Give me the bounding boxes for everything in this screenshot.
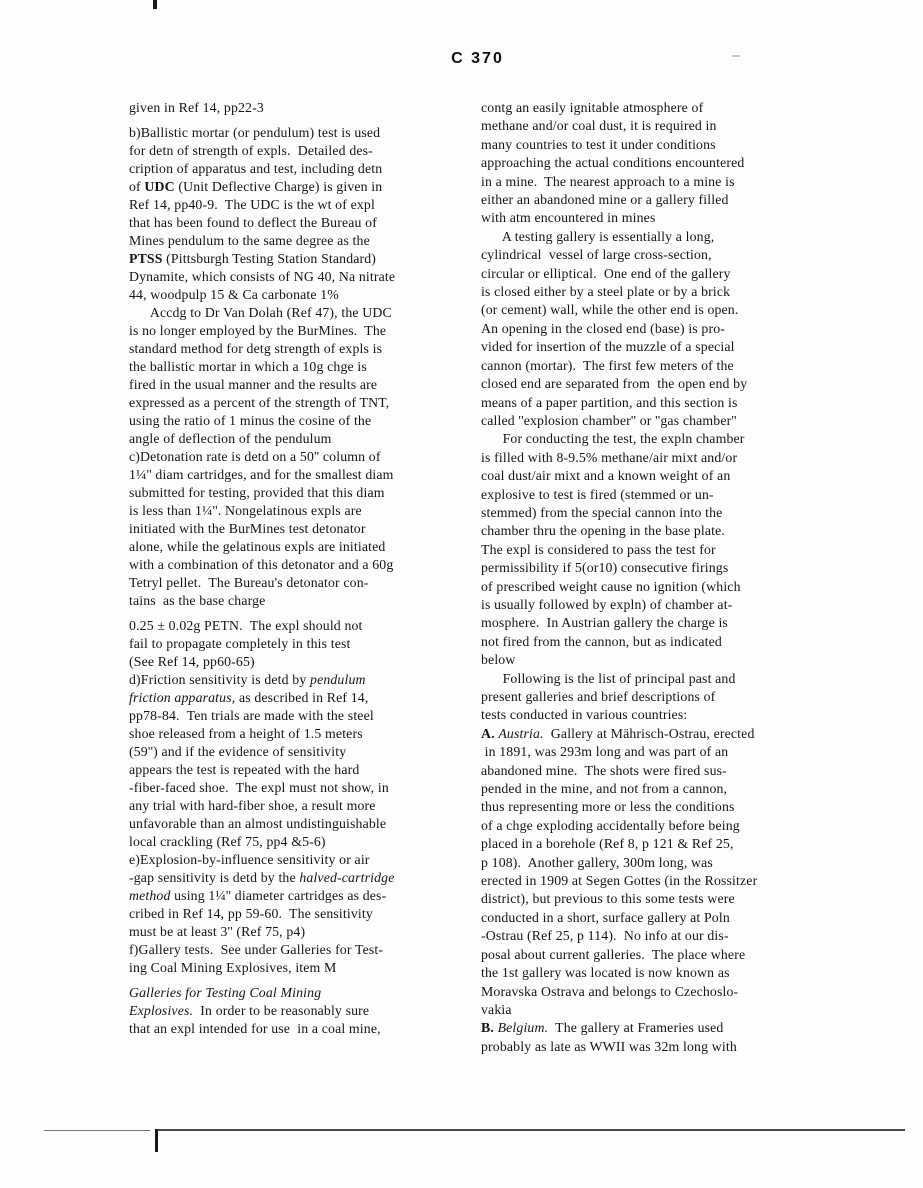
text-segment: (Unit Deflective Charge) is given in [174, 179, 383, 194]
text-segment: 0.25 ± 0.02g PETN. The expl should not [129, 618, 363, 633]
text-segment: Dynamite, which consists of NG 40, Na nitrate [129, 269, 396, 284]
text-line [481, 762, 867, 780]
text-line [129, 178, 479, 196]
text-line [481, 890, 867, 908]
text-segment: using the ratio of 1 minus the cosine of the [129, 413, 372, 428]
text-line [481, 706, 867, 724]
text-segment: -fiber-faced shoe. The expl must not show, in [129, 780, 389, 795]
text-segment: 1¼'' diam cartridges, and for the smallest diam [129, 467, 394, 482]
text-segment: Mines pendulum to the same degree as the [129, 233, 370, 248]
text-segment: coal dust/air mixt and a known weight of an [481, 468, 731, 484]
text-segment: Explosives. [129, 1003, 194, 1018]
text-segment: abandoned mine. The shots were fired sus- [481, 762, 727, 778]
text-segment: explosive to test is fired (stemmed or un- [481, 486, 714, 502]
text-line [481, 154, 867, 172]
text-segment: method [129, 888, 171, 903]
text-segment: posal about current galleries. The place where [481, 946, 746, 962]
text-line [129, 124, 479, 142]
text-line [129, 1020, 479, 1038]
text-line [481, 99, 867, 117]
text-segment: Moravska Ostrava and belongs to Czechoslo- [481, 983, 739, 999]
text-line [481, 283, 867, 301]
text-segment: either an abandoned mine or a gallery filled [481, 192, 729, 208]
text-segment: b)Ballistic mortar (or pendulum) test is used [129, 125, 381, 140]
text-line [481, 633, 867, 651]
text-line [481, 946, 867, 964]
text-line [481, 1001, 867, 1019]
text-segment: conducted in a short, surface gallery at Poln [481, 909, 730, 925]
text-line [481, 486, 867, 504]
text-line [481, 209, 867, 227]
text-line [129, 250, 479, 268]
text-segment: not fired from the cannon, but as indicated [481, 633, 722, 649]
text-line [481, 854, 867, 872]
text-segment: (or cement) wall, while the other end is open. [481, 302, 739, 318]
text-segment: methane and/or coal dust, it is required in [481, 118, 717, 134]
text-segment: pendulum [310, 672, 366, 687]
text-line [481, 614, 867, 632]
text-line [129, 617, 479, 635]
text-line [481, 301, 867, 319]
text-segment: many countries to test it under conditions [481, 136, 716, 152]
text-line [481, 504, 867, 522]
text-line [129, 779, 479, 797]
text-segment: closed end are separated from the open end by [481, 376, 748, 392]
text-segment: erected in 1909 at Segen Gottes (in the Rossitzer [481, 873, 758, 889]
text-segment: must be at least 3'' (Ref 75, p4) [129, 924, 306, 939]
text-line [129, 1002, 479, 1020]
text-segment: cription of apparatus and test, including detn [129, 161, 383, 176]
text-segment: of [129, 179, 145, 194]
text-line [129, 376, 479, 394]
text-segment: expressed as a percent of the strength of TNT, [129, 395, 390, 410]
text-segment: fired in the usual manner and the results are [129, 377, 378, 392]
text-segment: In order to be reasonably sure [193, 1003, 370, 1018]
text-line [481, 449, 867, 467]
text-line [129, 592, 479, 610]
text-segment: Galleries for Testing Coal Mining [129, 985, 322, 1000]
text-line [481, 670, 867, 688]
text-segment: c)Detonation rate is detd on a 50'' column of [129, 449, 381, 464]
text-line [129, 833, 479, 851]
text-line [481, 578, 867, 596]
text-segment: given in Ref 14, pp22-3 [129, 100, 264, 115]
text-segment: placed in a borehole (Ref 8, p 121 & Ref 25, [481, 836, 734, 852]
text-segment: f)Gallery tests. See under Galleries for Test- [129, 942, 384, 957]
text-line [481, 596, 867, 614]
text-segment: that an expl intended for use in a coal mine, [129, 1021, 381, 1036]
text-line [129, 725, 479, 743]
text-line [129, 160, 479, 178]
text-line [129, 466, 479, 484]
text-line [481, 320, 867, 338]
text-segment: fail to propagate completely in this test [129, 636, 351, 651]
text-segment: that has been found to deflect the Bureau of [129, 215, 377, 230]
text-line [129, 574, 479, 592]
text-segment: halved-cartridge [299, 870, 395, 885]
text-segment: with a combination of this detonator and a 60g [129, 557, 394, 572]
text-segment: For conducting the test, the expln chamber [481, 431, 745, 447]
text-line [129, 538, 479, 556]
text-line [129, 340, 479, 358]
text-segment: any trial with hard-fiber shoe, a result more [129, 798, 376, 813]
text-line [129, 556, 479, 574]
text-segment: cannon (mortar). The first few meters of the [481, 357, 734, 373]
text-segment: e)Explosion-by-influence sensitivity or air [129, 852, 370, 867]
text-line [481, 1019, 867, 1037]
text-segment: Tetryl pellet. The Bureau's detonator con- [129, 575, 369, 590]
right-column [481, 99, 867, 1056]
text-segment: An opening in the closed end (base) is pro- [481, 320, 726, 336]
text-line [481, 412, 867, 430]
text-segment: Austria. [498, 725, 544, 741]
text-segment: alone, while the gelatinous expls are initiated [129, 539, 386, 554]
text-segment: circular or elliptical. One end of the gallery [481, 265, 731, 281]
text-line [129, 502, 479, 520]
text-segment: thus representing more or less the conditions [481, 799, 735, 815]
text-line [481, 651, 867, 669]
text-segment: friction apparatus, [129, 690, 236, 705]
text-segment: cribed in Ref 14, pp 59-60. The sensitivity [129, 906, 373, 921]
text-line [129, 869, 479, 887]
text-segment: is no longer employed by the BurMines. The [129, 323, 387, 338]
text-line [129, 905, 479, 923]
text-segment: p 108). Another gallery, 300m long, was [481, 854, 713, 870]
text-segment: stemmed) from the special cannon into the [481, 504, 723, 520]
text-line [481, 1038, 867, 1056]
text-segment: standard method for detg strength of expls is [129, 341, 383, 356]
text-segment: in a mine. The nearest approach to a mine is [481, 173, 735, 189]
text-segment: -gap sensitivity is detd by the [129, 870, 300, 885]
text-segment: the ballistic mortar in which a 10g chge is [129, 359, 367, 374]
text-segment: is closed either by a steel plate or by a brick [481, 284, 731, 300]
text-line [481, 964, 867, 982]
text-line [481, 725, 867, 743]
text-segment: (See Ref 14, pp60-65) [129, 654, 255, 669]
text-line [481, 191, 867, 209]
text-segment: Ref 14, pp40-9. The UDC is the wt of expl [129, 197, 375, 212]
page-number-header: C 370 [451, 50, 504, 67]
text-segment: permissibility if 5(or10) consecutive firings [481, 560, 729, 576]
text-segment: present galleries and brief descriptions of [481, 689, 716, 704]
paragraph [129, 124, 479, 610]
text-line [129, 815, 479, 833]
text-segment: district), but previous to this some tests were [481, 891, 735, 907]
text-line [129, 358, 479, 376]
text-line [129, 268, 479, 286]
text-segment: local crackling (Ref 75, pp4 &5-6) [129, 834, 326, 849]
text-line [129, 689, 479, 707]
text-line [481, 357, 867, 375]
text-line [129, 761, 479, 779]
text-line [129, 851, 479, 869]
text-segment: means of a paper partition, and this section is [481, 394, 738, 410]
text-segment: mosphere. In Austrian gallery the charge is [481, 615, 728, 631]
text-segment: is less than 1¼''. Nongelatinous expls are [129, 503, 362, 518]
text-line [481, 743, 867, 761]
text-line [129, 448, 479, 466]
text-segment: (59'') and if the evidence of sensitivity [129, 744, 347, 759]
text-segment: Following is the list of principal past and [481, 670, 736, 686]
text-segment: pended in the mine, and not from a cannon, [481, 781, 728, 797]
text-line [129, 653, 479, 671]
text-segment: tains as the base charge [129, 593, 266, 608]
text-segment: pp78-84. Ten trials are made with the steel [129, 708, 374, 723]
paragraph [129, 984, 479, 1038]
text-line [481, 117, 867, 135]
text-line [129, 959, 479, 977]
text-line [481, 780, 867, 798]
text-line [481, 375, 867, 393]
bottom-rule-right [158, 1129, 905, 1131]
text-line [481, 559, 867, 577]
text-line [481, 394, 867, 412]
text-line [481, 688, 867, 706]
text-line [129, 214, 479, 232]
paragraph [481, 99, 867, 1056]
text-line [129, 286, 479, 304]
text-segment: shoe released from a height of 1.5 meters [129, 726, 363, 741]
text-segment: Accdg to Dr Van Dolah (Ref 47), the UDC [129, 305, 392, 320]
text-line [129, 984, 479, 1002]
text-segment: The expl is considered to pass the test for [481, 541, 716, 557]
text-line [481, 228, 867, 246]
text-line [129, 671, 479, 689]
text-segment: submitted for testing, provided that this diam [129, 485, 385, 500]
text-line [129, 941, 479, 959]
text-segment: probably as late as WWII was 32m long with [481, 1038, 737, 1054]
text-segment: -Ostrau (Ref 25, p 114). No info at our dis- [481, 928, 729, 944]
text-line [481, 246, 867, 264]
text-line [129, 304, 479, 322]
text-segment: 44, woodpulp 15 & Ca carbonate 1% [129, 287, 339, 302]
text-segment: tests conducted in various countries: [481, 707, 688, 723]
text-line [129, 430, 479, 448]
registration-mark-top [153, 0, 157, 9]
text-line [481, 817, 867, 835]
text-line [481, 872, 867, 890]
text-line [129, 887, 479, 905]
text-segment: The gallery at Frameries used [548, 1020, 724, 1036]
paragraph [129, 99, 479, 117]
paragraph [129, 617, 479, 977]
text-line [481, 835, 867, 853]
text-segment: Gallery at Mährisch-Ostrau, erected [543, 725, 755, 741]
text-line [481, 430, 867, 448]
text-segment: d)Friction sensitivity is detd by [129, 672, 311, 687]
text-line [481, 541, 867, 559]
text-segment: vided for insertion of the muzzle of a special [481, 339, 735, 355]
text-segment: angle of deflection of the pendulum [129, 431, 332, 446]
text-line [481, 909, 867, 927]
text-line [129, 707, 479, 725]
text-line [481, 173, 867, 191]
text-line [481, 983, 867, 1001]
text-segment: (Pittsburgh Testing Station Standard) [162, 251, 377, 266]
text-segment: chamber thru the opening in the base plate. [481, 523, 725, 539]
text-line [129, 743, 479, 761]
text-line [129, 484, 479, 502]
text-segment: the 1st gallery was located is now known as [481, 965, 730, 981]
text-line [129, 99, 479, 117]
text-segment: contg an easily ignitable atmosphere of [481, 100, 704, 115]
text-line [481, 265, 867, 283]
text-line [129, 412, 479, 430]
text-line [129, 322, 479, 340]
text-segment: ing Coal Mining Explosives, item M [129, 960, 337, 975]
text-line [481, 798, 867, 816]
text-segment: in 1891, was 293m long and was part of an [481, 744, 729, 760]
text-line [129, 394, 479, 412]
text-line [129, 196, 479, 214]
text-segment: A. [481, 725, 495, 741]
text-line [129, 797, 479, 815]
text-segment: cylindrical vessel of large cross-section, [481, 247, 712, 263]
text-segment: is filled with 8-9.5% methane/air mixt and/or [481, 449, 738, 465]
text-line [129, 232, 479, 250]
text-segment: Belgium. [497, 1020, 549, 1036]
text-segment: appears the test is repeated with the hard [129, 762, 360, 777]
text-segment: approaching the actual conditions encountered [481, 155, 745, 171]
registration-mark-bottom [155, 1129, 158, 1152]
text-segment: of a chge exploding accidentally before being [481, 817, 740, 833]
text-line [481, 467, 867, 485]
left-column [129, 99, 479, 1038]
text-segment: as described in Ref 14, [235, 690, 369, 705]
text-line [129, 142, 479, 160]
text-line [481, 522, 867, 540]
text-segment: PTSS [129, 251, 163, 266]
text-line [481, 927, 867, 945]
text-line [481, 338, 867, 356]
text-segment: for detn of strength of expls. Detailed des- [129, 143, 373, 158]
text-segment: initiated with the BurMines test detonator [129, 521, 366, 536]
text-line [129, 520, 479, 538]
text-segment: is usually followed by expln) of chamber at- [481, 596, 733, 612]
text-line [481, 136, 867, 154]
text-segment: B. [481, 1020, 494, 1036]
text-segment: of prescribed weight cause no ignition (which [481, 578, 741, 594]
text-segment: vakia [481, 1001, 512, 1017]
text-segment: using 1¼'' diameter cartridges as des- [170, 888, 387, 903]
text-segment: unfavorable than an almost undistinguishable [129, 816, 387, 831]
text-line [129, 923, 479, 941]
text-segment: UDC [144, 179, 175, 194]
text-segment: A testing gallery is essentially a long, [481, 228, 715, 244]
text-segment: below [481, 652, 516, 668]
bottom-rule-left [44, 1130, 150, 1131]
text-segment: with atm encountered in mines [481, 210, 656, 226]
text-segment: called ''explosion chamber'' or ''gas chamber'' [481, 412, 737, 428]
text-line [129, 635, 479, 653]
